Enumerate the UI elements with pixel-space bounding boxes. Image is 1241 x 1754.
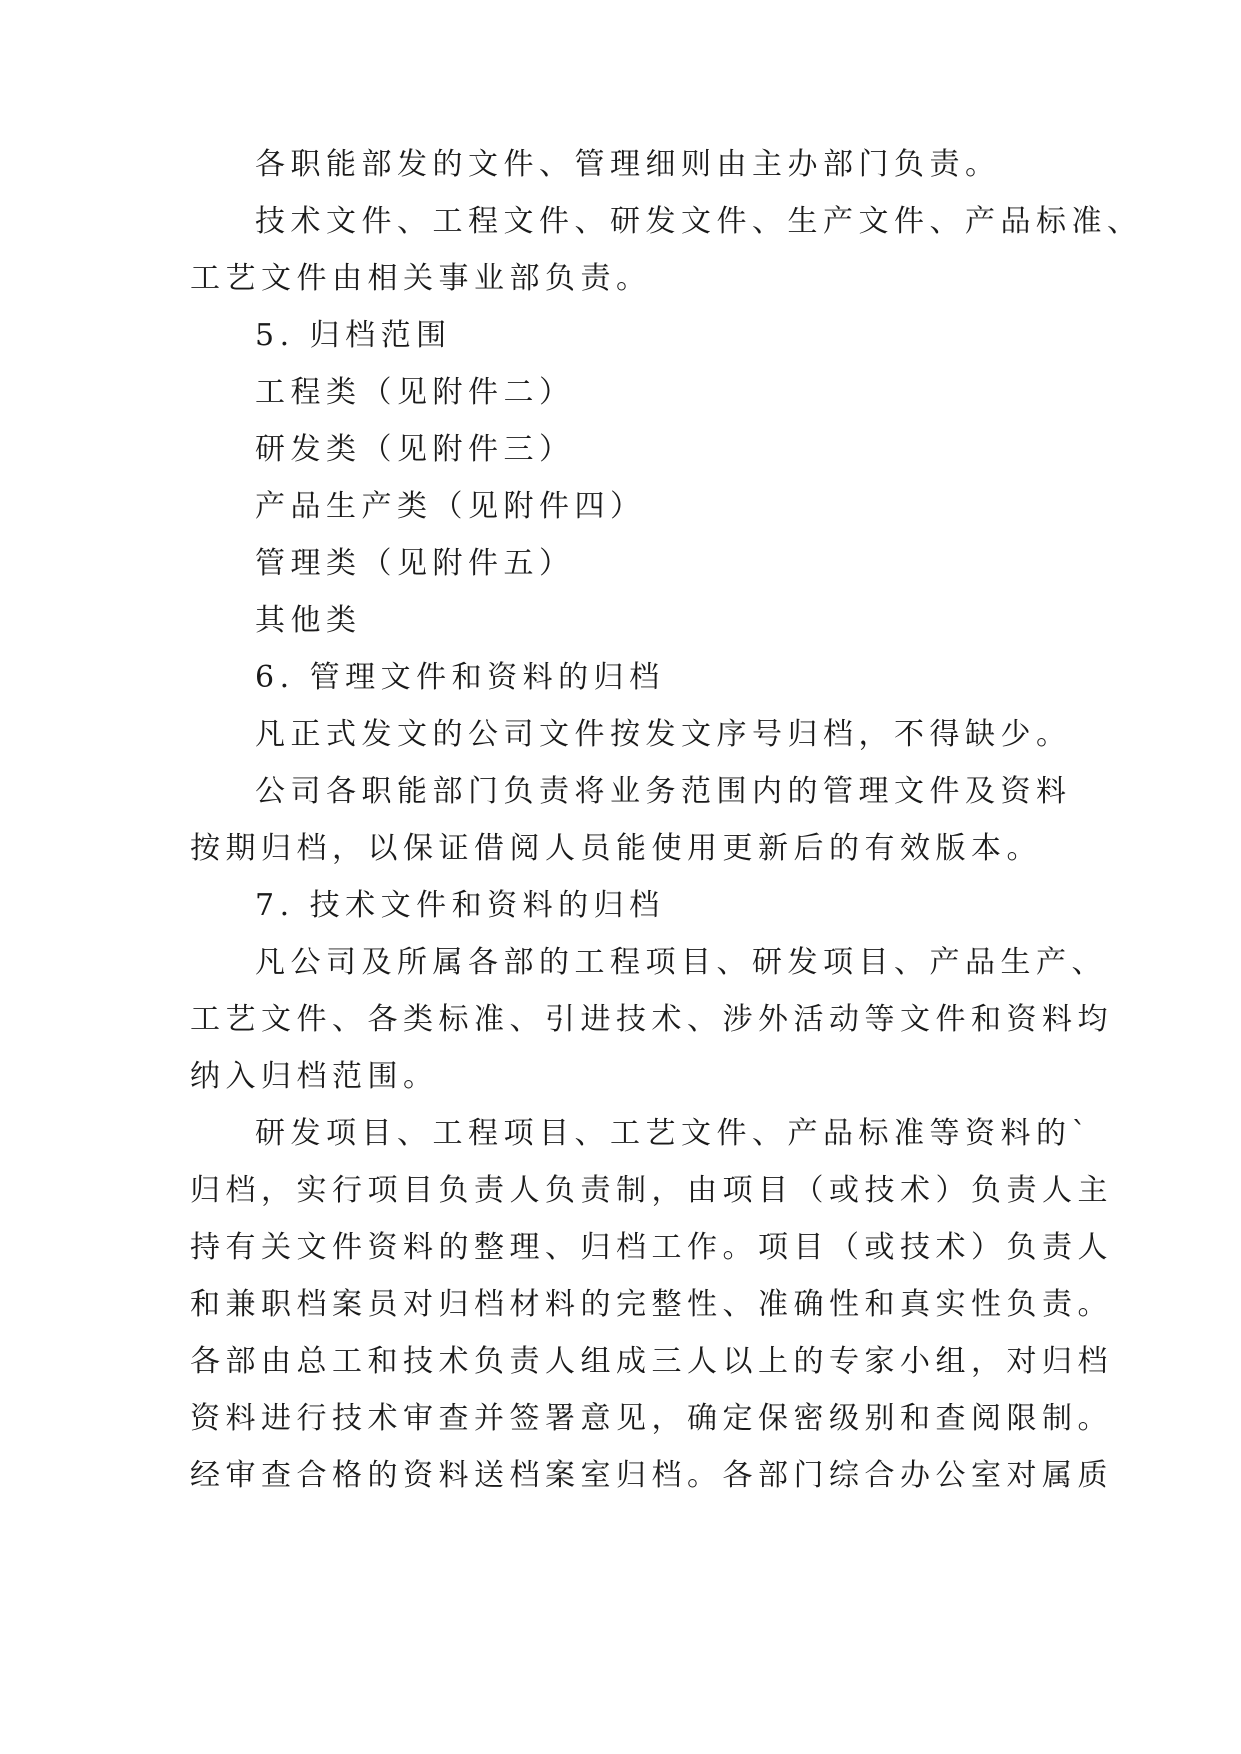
section-heading: 5. 归档范围 [255, 318, 452, 353]
paragraph-line: 研发项目、工程项目、工艺文件、产品标准等资料的` [255, 1116, 1092, 1151]
paragraph-line: 归档，实行项目负责人负责制，由项目（或技术）负责人主 [190, 1173, 1113, 1208]
list-item: 产品生产类（见附件四） [255, 489, 646, 524]
section-heading: 7. 技术文件和资料的归档 [255, 888, 665, 923]
paragraph-line: 经审查合格的资料送档案室归档。各部门综合办公室对属质 [190, 1458, 1113, 1493]
paragraph-line: 持有关文件资料的整理、归档工作。项目（或技术）负责人 [190, 1230, 1113, 1265]
paragraph-line: 公司各职能部门负责将业务范围内的管理文件及资料 [255, 774, 1072, 809]
list-item: 研发类（见附件三） [255, 432, 575, 467]
paragraph-line: 按期归档，以保证借阅人员能使用更新后的有效版本。 [190, 831, 1042, 866]
paragraph-line: 纳入归档范围。 [190, 1059, 439, 1094]
paragraph-line: 工艺文件由相关事业部负责。 [190, 261, 652, 296]
list-item: 工程类（见附件二） [255, 375, 575, 410]
section-heading: 6. 管理文件和资料的归档 [255, 660, 665, 695]
paragraph-line: 各部由总工和技术负责人组成三人以上的专家小组，对归档 [190, 1344, 1113, 1379]
paragraph-line: 工艺文件、各类标准、引进技术、涉外活动等文件和资料均 [190, 1002, 1113, 1037]
list-item: 其他类 [255, 603, 362, 638]
list-item: 管理类（见附件五） [255, 546, 575, 581]
paragraph-line: 各职能部发的文件、管理细则由主办部门负责。 [255, 147, 1001, 182]
paragraph-line: 凡正式发文的公司文件按发文序号归档，不得缺少。 [255, 717, 1072, 752]
paragraph-line: 技术文件、工程文件、研发文件、生产文件、产品标准、 [255, 204, 1143, 239]
paragraph-line: 资料进行技术审查并签署意见，确定保密级别和查阅限制。 [190, 1401, 1113, 1436]
paragraph-line: 和兼职档案员对归档材料的完整性、准确性和真实性负责。 [190, 1287, 1113, 1322]
paragraph-line: 凡公司及所属各部的工程项目、研发项目、产品生产、 [255, 945, 1107, 980]
